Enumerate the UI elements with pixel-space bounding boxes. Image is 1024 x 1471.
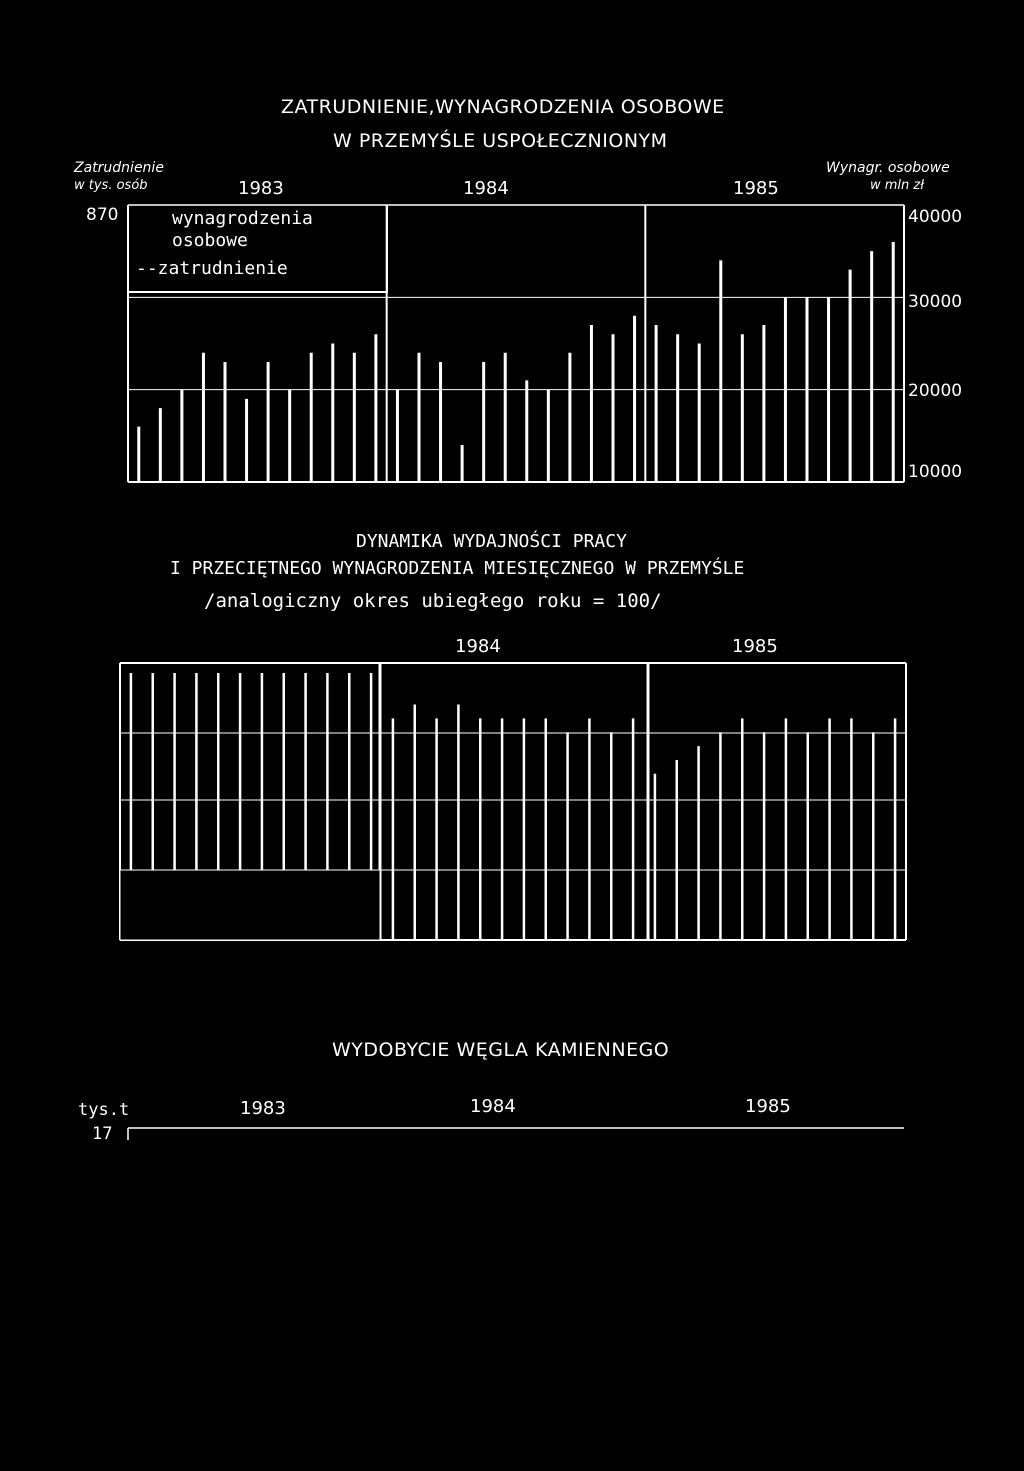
chart1-right-tick: 30000 — [908, 292, 963, 312]
chart3-left-tick: 17 — [92, 1124, 113, 1144]
chart3-year-label: 1985 — [745, 1096, 791, 1117]
chart1-year-label: 1983 — [238, 178, 284, 199]
chart2-note: /analogiczny okres ubiegłego roku = 100/ — [204, 590, 662, 612]
chart1-title: ZATRUDNIENIE,WYNAGRODZENIA OSOBOWE — [281, 96, 725, 118]
chart1-right-axis-unit: w mln zł — [870, 178, 924, 193]
chart1-year-label: 1984 — [463, 178, 509, 199]
chart3-year-label: 1984 — [470, 1096, 516, 1117]
chart1-right-tick: 10000 — [908, 462, 963, 482]
chart1-year-label: 1985 — [733, 178, 779, 199]
chart3-axis-label: tys.t — [78, 1100, 130, 1120]
chart1-right-tick: 40000 — [908, 207, 963, 227]
chart2-blank-block — [120, 870, 380, 940]
chart1-legend-entry: --zatrudnienie — [136, 258, 288, 279]
chart1-legend-entry: osobowe — [172, 230, 248, 251]
chart1-left-axis-unit: w tys. osób — [74, 178, 148, 193]
chart2-title: DYNAMIKA WYDAJNOŚCI PRACY — [356, 531, 627, 552]
chart2-year-label: 1985 — [732, 636, 778, 657]
chart1-right-axis-label: Wynagr. osobowe — [826, 160, 950, 176]
chart1-subtitle: W PRZEMYŚLE USPOŁECZNIONYM — [333, 130, 668, 152]
chart1-left-axis-label: Zatrudnienie — [74, 160, 164, 176]
chart3-year-label: 1983 — [240, 1098, 286, 1119]
chart1-left-tick: 870 — [86, 205, 119, 225]
chart2-year-label: 1984 — [455, 636, 501, 657]
chart1-legend-entry: wynagrodzenia — [172, 208, 313, 229]
chart2-subtitle: I PRZECIĘTNEGO WYNAGRODZENIA MIESIĘCZNEGO W PRZEMYŚLE — [170, 558, 745, 579]
chart1-right-tick: 20000 — [908, 381, 963, 401]
chart3-title: WYDOBYCIE WĘGLA KAMIENNEGO — [332, 1039, 670, 1061]
